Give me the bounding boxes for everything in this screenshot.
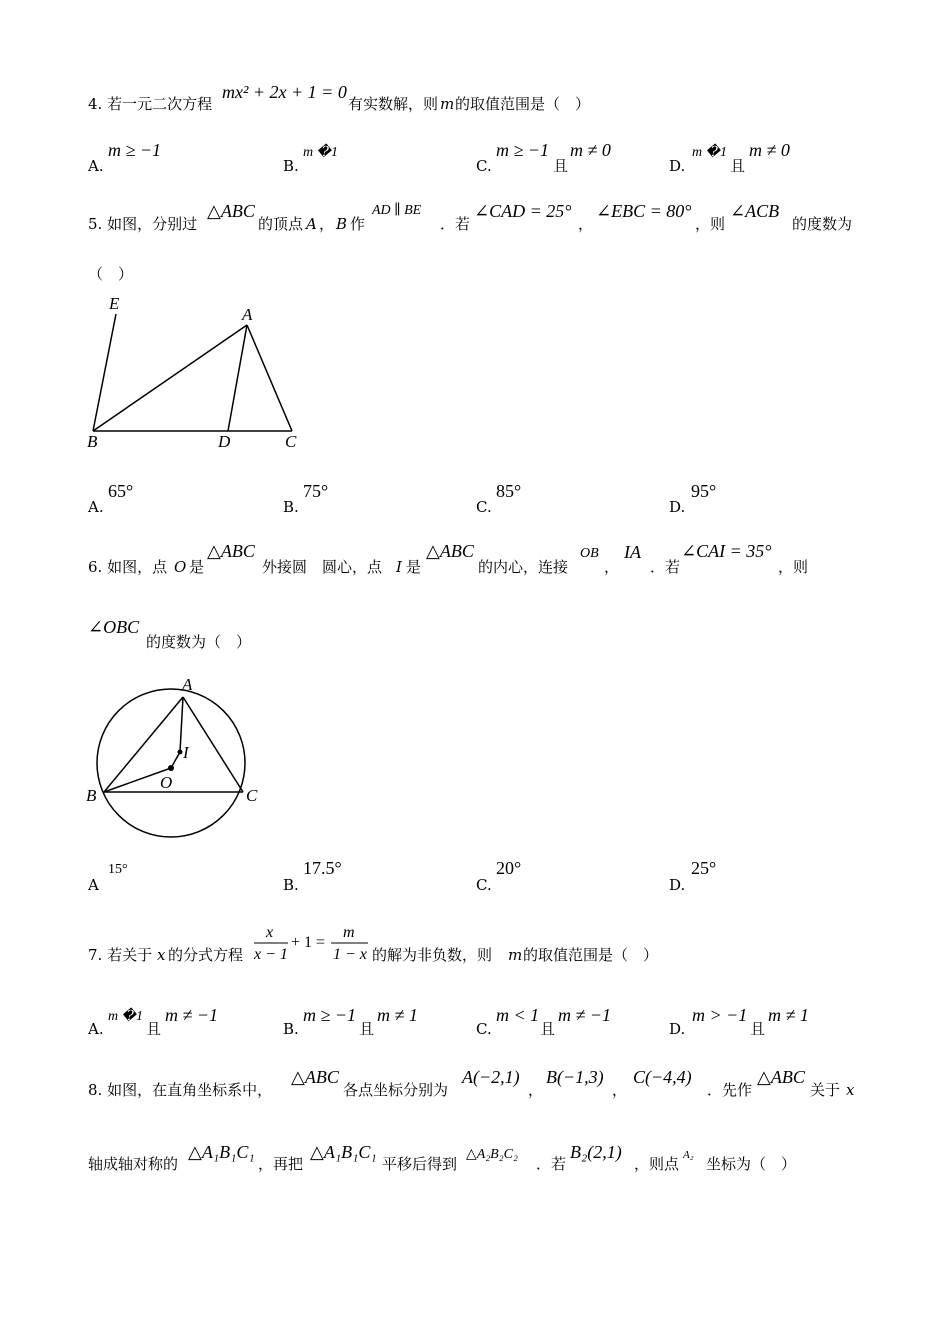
q7-option-b-2[interactable]: m ≠ 1 — [377, 1005, 418, 1025]
q8-line2-f: 坐标为（ ） — [706, 1155, 797, 1173]
q5-t1: 的顶点 — [258, 215, 304, 233]
q4-tail2: 的取值范围是（ ） — [455, 95, 591, 113]
q5-ask: ∠ACB — [730, 201, 780, 221]
q8-line2-b: ，再把 — [258, 1155, 304, 1173]
q4-equation: mx² + 2x + 1 = 0 — [222, 82, 347, 102]
q6-point-i: I — [396, 558, 402, 576]
q7-option-a-label[interactable]: A. — [88, 1020, 104, 1038]
q6-t2: 外接圆 圆心，点 — [262, 558, 383, 576]
q7-option-c-label[interactable]: C. — [476, 1020, 492, 1038]
q8-point-a2: A₂ — [683, 1149, 694, 1161]
q8-comma-1: ， — [528, 1081, 544, 1099]
q8-triangle: △ABC — [291, 1067, 339, 1087]
q8-comma-2: ， — [612, 1081, 628, 1099]
q5-label-b: B — [87, 432, 98, 451]
q4-option-c-2[interactable]: m ≠ 0 — [570, 140, 611, 160]
q4-option-d[interactable]: m �1 — [692, 145, 727, 160]
q7-option-c-and: 且 — [540, 1020, 556, 1038]
q5-point-b: B — [336, 215, 348, 233]
q7-option-a-2[interactable]: m ≠ −1 — [165, 1005, 219, 1025]
q5-bracket: （ ） — [88, 265, 134, 283]
q7-frac1-num: x — [266, 924, 274, 941]
q4-option-a[interactable]: m ≥ −1 — [108, 140, 162, 160]
q7-frac2-num: m — [343, 924, 355, 941]
q6-option-c-label[interactable]: C. — [476, 876, 492, 894]
q7-option-a[interactable]: m �1 — [108, 1009, 143, 1024]
q8-triangle-3: △A₁B₁C₁ — [188, 1142, 255, 1162]
q7-var-x: x — [157, 946, 166, 964]
q8-point-b2: B₂(2,1) — [570, 1142, 622, 1162]
q5-option-d[interactable]: 95° — [691, 481, 717, 501]
q7-frac1-den: x − 1 — [254, 946, 288, 963]
q4-option-d-label[interactable]: D. — [669, 157, 686, 175]
q4-option-b[interactable]: m �1 — [303, 145, 338, 160]
q6-t3: 是 — [406, 558, 422, 576]
q7-option-d[interactable]: m > −1 — [692, 1005, 748, 1025]
q7-option-d-label[interactable]: D. — [669, 1020, 686, 1038]
q5-option-a[interactable]: 65° — [108, 481, 134, 501]
q6-triangle-2: △ABC — [426, 541, 474, 561]
q8-point-c: C(−4,4) — [633, 1067, 692, 1087]
q5-triangle: △ABC — [207, 201, 255, 221]
q5-option-c-label[interactable]: C. — [476, 498, 492, 516]
q6-triangle: △ABC — [207, 541, 255, 561]
q5-t6: 的度数为 — [792, 215, 853, 233]
q5-t2: 作 — [350, 215, 366, 233]
q5-point-a: A — [306, 215, 317, 233]
q7-t3: 的取值范围是（ ） — [523, 946, 659, 964]
q6-t4: 的内心，连接 — [478, 558, 569, 576]
q7-option-d-and: 且 — [750, 1020, 766, 1038]
q8-lead: 8. 如图，在直角坐标系中， — [88, 1081, 273, 1099]
q7-lead: 7. 若关于 — [88, 946, 153, 964]
q5-label-e: E — [109, 294, 120, 313]
q7-option-b-label[interactable]: B. — [283, 1020, 299, 1038]
q4-option-c-label[interactable]: C. — [476, 157, 492, 175]
q8-line2-d: ．若 — [536, 1155, 567, 1173]
q6-option-d-label[interactable]: D. — [669, 876, 686, 894]
q6-cond: ∠CAI = 35° — [681, 541, 772, 561]
q5-label-a: A — [242, 305, 253, 324]
q7-option-c-2[interactable]: m ≠ −1 — [558, 1005, 612, 1025]
q6-option-b-label[interactable]: B. — [283, 876, 299, 894]
q5-comma: ， — [319, 215, 335, 233]
q6-option-d[interactable]: 25° — [691, 858, 717, 878]
q5-cond-1: ∠CAD = 25° — [474, 201, 572, 221]
q8-triangle-4: △A₁B₁C₁ — [310, 1142, 377, 1162]
q6-t7: ，则 — [778, 558, 809, 576]
q6-ob: OB — [580, 546, 599, 561]
q5-lead: 5. 如图，分别过 — [88, 215, 198, 233]
q6-t8: 的度数为（ ） — [146, 633, 252, 651]
q7-option-b-and: 且 — [359, 1020, 375, 1038]
q6-label-i: I — [183, 743, 189, 762]
q4-option-a-label[interactable]: A. — [88, 157, 104, 175]
q5-cond-2: ∠EBC = 80° — [596, 201, 692, 221]
q4-option-d-and: 且 — [730, 157, 746, 175]
q6-t1: 是 — [189, 558, 205, 576]
q5-option-b[interactable]: 75° — [303, 481, 329, 501]
q5-label-d: D — [218, 432, 231, 451]
q6-ask: ∠OBC — [88, 617, 140, 637]
q8-point-b: B(−1,3) — [546, 1067, 604, 1087]
q6-t6: ．若 — [650, 558, 681, 576]
q4-option-c[interactable]: m ≥ −1 — [496, 140, 550, 160]
q8-line2-c: 平移后得到 — [382, 1155, 458, 1173]
q6-t5: ， — [604, 558, 620, 576]
q8-var-x: x — [846, 1081, 855, 1099]
q6-option-a[interactable]: 15° — [108, 862, 128, 877]
q7-frac2-den: 1 − x — [333, 946, 367, 963]
q5-parallel: AD ∥ BE — [372, 203, 422, 218]
q8-t3: 关于 — [810, 1081, 841, 1099]
q4-option-d-2[interactable]: m ≠ 0 — [749, 140, 790, 160]
q7-option-c[interactable]: m < 1 — [496, 1005, 540, 1025]
q5-label-c: C — [285, 432, 297, 451]
q6-lead: 6. 如图，点 — [88, 558, 168, 576]
q5-option-d-label[interactable]: D. — [669, 498, 686, 516]
q6-label-b: B — [86, 786, 97, 805]
q6-label-c: C — [246, 786, 258, 805]
q5-option-c[interactable]: 85° — [496, 481, 522, 501]
q7-plus-one: + 1 = — [291, 934, 326, 951]
q5-t5: ，则 — [695, 215, 726, 233]
q5-option-a-label[interactable]: A. — [88, 498, 104, 516]
q6-option-b[interactable]: 17.5° — [303, 858, 342, 878]
q6-point-o: O — [174, 558, 187, 576]
q4-option-b-label[interactable]: B. — [283, 157, 299, 175]
q7-option-d-2[interactable]: m ≠ 1 — [768, 1005, 809, 1025]
q5-t3: ．若 — [440, 215, 471, 233]
q4-option-c-and: 且 — [553, 157, 569, 175]
q8-triangle-5: △A₂B₂C₂ — [466, 1147, 518, 1162]
q8-triangle-2: △ABC — [757, 1067, 805, 1087]
q5-t4: ， — [578, 215, 594, 233]
q6-label-a: A — [182, 675, 193, 694]
q4-var: m — [440, 95, 455, 113]
q8-t1: 各点坐标分别为 — [343, 1081, 449, 1099]
q6-label-o: O — [160, 773, 173, 792]
q5-option-b-label[interactable]: B. — [283, 498, 299, 516]
q7-var-m: m — [508, 946, 523, 964]
q7-t2: 的解为非负数，则 — [372, 946, 493, 964]
q6-option-a-label[interactable]: A — [88, 876, 99, 894]
q6-option-c[interactable]: 20° — [496, 858, 522, 878]
q8-line2-a: 轴成轴对称的 — [88, 1155, 179, 1173]
q4-lead: 4. 若一元二次方程 — [88, 95, 213, 113]
q8-line2-e: ，则点 — [634, 1155, 680, 1173]
q7-t1: 的分式方程 — [168, 946, 244, 964]
q6-ia: IA — [624, 542, 641, 562]
q8-point-a: A(−2,1) — [462, 1067, 520, 1087]
q4-tail: 有实数解，则 — [348, 95, 439, 113]
q8-t2: ．先作 — [707, 1081, 753, 1099]
q7-option-b[interactable]: m ≥ −1 — [303, 1005, 357, 1025]
q7-option-a-and: 且 — [146, 1020, 162, 1038]
